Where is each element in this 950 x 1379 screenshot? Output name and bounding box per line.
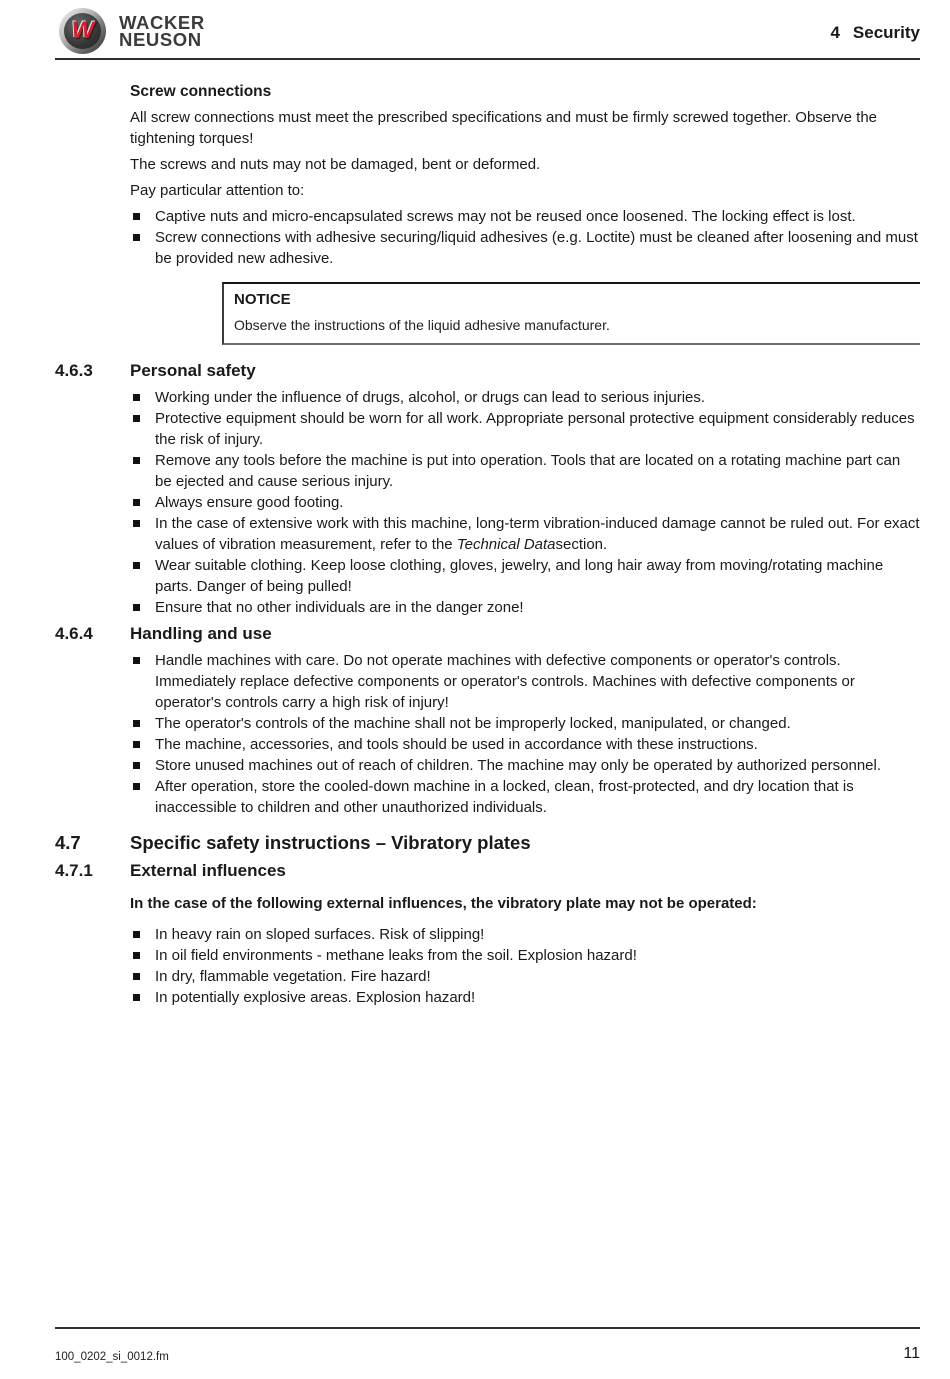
list-item: [130, 597, 920, 618]
square-bullet-icon: [133, 741, 140, 748]
text-run: section.: [555, 536, 608, 553]
square-bullet-icon: [133, 499, 140, 506]
list-item-text: Screw connections with adhesive securing/liquid adhesives (e.g. Loctite) must be cleaned after loosening and must be provided new adhesive.: [155, 229, 918, 267]
list-item: [130, 492, 920, 513]
section-heading-external-influences: [55, 859, 920, 882]
list-item-text: Protective equipment should be worn for all work. Appropriate personal protective equipment considerably reduces the risk of injury.: [155, 410, 915, 448]
list-item: [130, 966, 920, 987]
list-item-text: [155, 515, 920, 553]
list-item-text: In potentially explosive areas. Explosion hazard!: [155, 989, 476, 1006]
section-number: 4.7.1: [55, 861, 93, 880]
section-heading-handling: [55, 622, 920, 645]
source-filename: 100_0202_si_0012.fm: [55, 1351, 169, 1363]
section-number: 4.6.4: [55, 624, 93, 643]
list-item-text: Remove any tools before the machine is put into operation. Tools that are located on a rotating machine part can be ejected and cause serious injury.: [155, 452, 901, 490]
list-item-text: Handle machines with care. Do not operate machines with defective components or operator's controls. Immediately replace defective components or operator's controls. Machines with defective components or operator's controls carry a high risk of injury!: [155, 652, 855, 711]
list-item-text: In dry, flammable vegetation. Fire hazard!: [155, 968, 431, 985]
square-bullet-icon: [133, 213, 140, 220]
paragraph: All screw connections must meet the prescribed specifications and must be firmly screwed together. Observe the tightening torques!: [130, 109, 878, 147]
logo-wordmark: [119, 11, 205, 50]
section-number: 4.7: [55, 832, 81, 853]
footer-divider: [55, 1327, 920, 1329]
list-item: [130, 713, 920, 734]
square-bullet-icon: [133, 931, 140, 938]
list-item-text: Captive nuts and micro-encapsulated screws may not be reused once loosened. The locking effect is lost.: [155, 208, 856, 225]
section-title: Specific safety instructions – Vibratory plates: [130, 832, 531, 853]
section-title: External influences: [130, 861, 286, 880]
list-item-text: In heavy rain on sloped surfaces. Risk of slipping!: [155, 926, 485, 943]
list-item-text: Wear suitable clothing. Keep loose clothing, gloves, jewelry, and long hair away from moving/rotating machine parts. Danger of being pulled!: [155, 557, 884, 595]
section-number: 4.6.3: [55, 361, 93, 380]
paragraph: The screws and nuts may not be damaged, bent or deformed.: [130, 156, 541, 173]
chapter-title: Security: [852, 23, 920, 42]
list-item-text: Ensure that no other individuals are in the danger zone!: [155, 599, 524, 616]
square-bullet-icon: [133, 234, 140, 241]
square-bullet-icon: [133, 562, 140, 569]
square-bullet-icon: [133, 520, 140, 527]
italic-term: Technical Data: [456, 536, 556, 553]
list-item-text: After operation, store the cooled-down machine in a locked, clean, frost-protected, and dry location that is inaccessible to children and other unauthorized individuals.: [155, 778, 854, 816]
square-bullet-icon: [133, 762, 140, 769]
list-item: [130, 734, 920, 755]
section-title: Personal safety: [130, 361, 256, 380]
handling-bullet-list: [130, 650, 920, 818]
screw-bullet-list: [130, 206, 920, 269]
list-item-text: The operator's controls of the machine shall not be improperly locked, manipulated, or changed.: [155, 715, 791, 732]
list-item: [130, 650, 920, 713]
square-bullet-icon: [133, 973, 140, 980]
list-item-text: Working under the influence of drugs, alcohol, or drugs can lead to serious injuries.: [155, 389, 706, 406]
square-bullet-icon: [133, 720, 140, 727]
page-number: 11: [903, 1345, 920, 1362]
list-item: [130, 513, 920, 555]
notice-title: NOTICE: [234, 291, 291, 308]
square-bullet-icon: [133, 952, 140, 959]
list-item: [130, 945, 920, 966]
square-bullet-icon: [133, 394, 140, 401]
w-monogram-icon: W: [71, 17, 94, 44]
list-item: [130, 227, 920, 269]
notice-text: Observe the instructions of the liquid adhesive manufacturer.: [234, 317, 610, 333]
list-item: [130, 387, 920, 408]
logo-word-2: NEUSON: [119, 29, 202, 50]
section-heading-personal-safety: [55, 359, 920, 382]
square-bullet-icon: [133, 783, 140, 790]
personal-safety-bullet-list: [130, 387, 920, 618]
list-item: [130, 776, 920, 818]
list-item-text: Store unused machines out of reach of children. The machine may only be operated by authorized personnel.: [155, 757, 881, 774]
notice-box: [222, 282, 920, 345]
list-item: [130, 450, 920, 492]
external-influences-bullet-list: [130, 924, 920, 1008]
screw-connections-title: Screw connections: [130, 83, 272, 100]
footer-row: [55, 1345, 920, 1363]
list-item: [130, 206, 920, 227]
page-footer: [55, 1327, 920, 1363]
paragraph: Pay particular attention to:: [130, 182, 305, 199]
list-item-text: In oil field environments - methane leaks from the soil. Explosion hazard!: [155, 947, 637, 964]
section-title: Handling and use: [130, 624, 272, 643]
section-heading-specific-safety: [55, 830, 920, 855]
logo-word-1: WACKER: [119, 11, 205, 33]
list-item: [130, 755, 920, 776]
chapter-heading: [830, 23, 920, 43]
logo-badge-core: [64, 13, 101, 49]
list-item: [130, 924, 920, 945]
square-bullet-icon: [133, 604, 140, 611]
square-bullet-icon: [133, 415, 140, 422]
chapter-number: 4: [830, 23, 840, 42]
wacker-neuson-logo: [55, 8, 205, 54]
list-item: [130, 555, 920, 597]
external-influences-intro: In the case of the following external influences, the vibratory plate may not be operated:: [130, 895, 757, 912]
logo-badge-icon: [59, 8, 106, 54]
square-bullet-icon: [133, 994, 140, 1001]
list-item-text: The machine, accessories, and tools should be used in accordance with these instructions.: [155, 736, 758, 753]
list-item: [130, 987, 920, 1008]
page-header: [55, 8, 920, 60]
page-body: [55, 81, 920, 1008]
square-bullet-icon: [133, 657, 140, 664]
text-run: In the case of extensive work with this machine, long-term vibration-induced damage cannot be ruled out. For exact values of vibration measurement, refer to the: [155, 515, 920, 553]
list-item: [130, 408, 920, 450]
list-item-text: Always ensure good footing.: [155, 494, 344, 511]
square-bullet-icon: [133, 457, 140, 464]
